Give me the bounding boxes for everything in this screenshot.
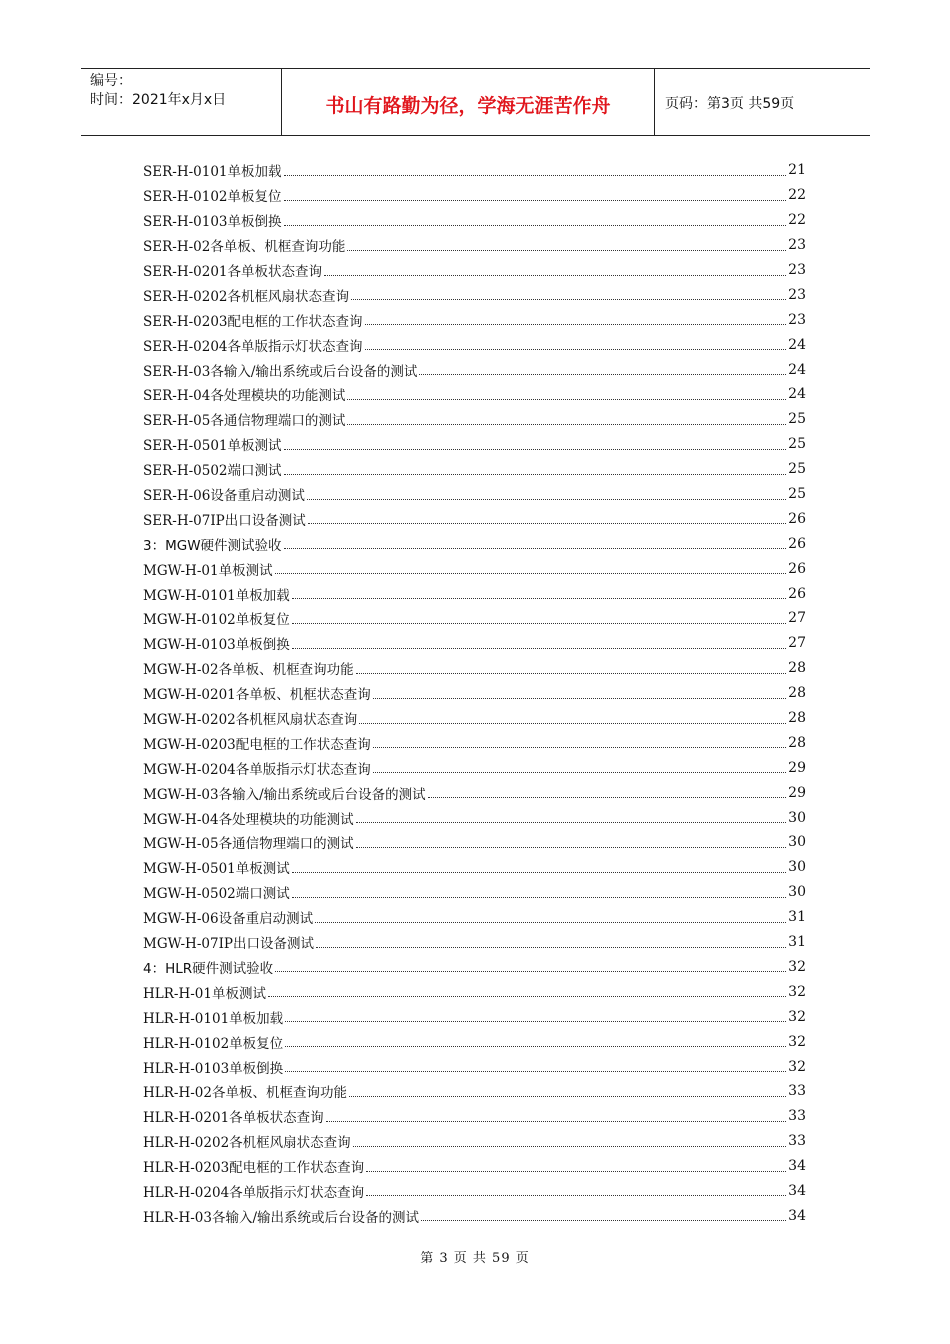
toc-entry-label: HLR-H-02各单板、机框查询功能 <box>143 1085 347 1102</box>
toc-entry[interactable] <box>143 805 806 830</box>
toc-leader-dots <box>285 1071 786 1072</box>
toc-leader-dots <box>308 523 786 524</box>
toc-entry-page: 31 <box>788 934 806 951</box>
toc-leader-dots <box>275 971 786 972</box>
toc-entry-page: 28 <box>788 660 806 677</box>
toc-entry-label: MGW-H-0501单板测试 <box>143 861 290 878</box>
toc-entry-page: 33 <box>788 1083 806 1100</box>
toc-entry[interactable] <box>143 681 806 706</box>
toc-entry-page: 28 <box>788 710 806 727</box>
toc-entry[interactable] <box>143 830 806 855</box>
toc-entry-label: SER-H-0203配电框的工作状态查询 <box>143 313 363 330</box>
toc-entry-page: 21 <box>788 162 806 179</box>
toc-entry-page: 30 <box>788 859 806 876</box>
toc-leader-dots <box>315 922 786 923</box>
header-page-info <box>655 69 870 135</box>
footer-page-number: 第 3 页 共 59 页 <box>420 1251 530 1266</box>
page-header <box>81 68 870 136</box>
toc-entry-label: HLR-H-0202各机框风扇状态查询 <box>143 1135 351 1152</box>
toc-leader-dots <box>284 474 787 475</box>
toc-leader-dots <box>316 947 786 948</box>
toc-entry-label: HLR-H-0102单板复位 <box>143 1035 284 1052</box>
toc-leader-dots <box>292 872 786 873</box>
toc-entry-page: 23 <box>788 262 806 278</box>
toc-entry-label: MGW-H-07IP出口设备测试 <box>143 936 314 953</box>
toc-entry-label: MGW-H-0502端口测试 <box>143 886 290 903</box>
toc-entry-page: 31 <box>788 909 806 926</box>
toc-entry-label: 4：HLR硬件测试验收 <box>143 960 274 977</box>
toc-entry-page: 32 <box>788 958 806 975</box>
toc-entry[interactable] <box>143 730 806 755</box>
toc-entry-label: MGW-H-0102单板复位 <box>143 612 290 629</box>
toc-entry[interactable] <box>143 656 806 681</box>
toc-leader-dots <box>284 200 787 201</box>
toc-entry-label: SER-H-0102单板复位 <box>143 189 282 206</box>
toc-entry-label: HLR-H-0201各单板状态查询 <box>143 1110 324 1127</box>
toc-entry-page: 30 <box>788 809 806 826</box>
toc-entry[interactable] <box>143 432 806 457</box>
toc-entry-page: 26 <box>788 510 806 527</box>
toc-entry[interactable] <box>143 482 806 507</box>
toc-leader-dots <box>421 1220 786 1221</box>
toc-entry[interactable] <box>143 1154 806 1179</box>
toc-entry[interactable] <box>143 1104 806 1129</box>
toc-entry-label: HLR-H-01单板测试 <box>143 985 266 1002</box>
toc-leader-dots <box>275 573 787 574</box>
toc-leader-dots <box>285 1046 786 1047</box>
toc-entry[interactable] <box>143 407 806 432</box>
toc-entry[interactable] <box>143 382 806 407</box>
toc-leader-dots <box>349 1096 786 1097</box>
toc-entry[interactable] <box>143 905 806 930</box>
toc-entry-page: 24 <box>788 336 806 353</box>
toc-leader-dots <box>347 250 786 251</box>
toc-entry-label: SER-H-02各单板、机框查询功能 <box>143 239 346 256</box>
toc-entry-label: SER-H-0502端口测试 <box>143 463 282 480</box>
toc-entry-page: 22 <box>788 187 806 204</box>
page-info-text: 页码：第3页 共59页 <box>665 96 795 112</box>
toc-entry[interactable] <box>143 531 806 556</box>
toc-entry-label: SER-H-07IP出口设备测试 <box>143 512 306 529</box>
toc-entry-page: 23 <box>788 311 806 328</box>
toc-entry[interactable] <box>143 606 806 631</box>
toc-entry[interactable] <box>143 755 806 780</box>
toc-entry-label: SER-H-0202各机框风扇状态查询 <box>143 288 350 305</box>
toc-leader-dots <box>351 299 786 300</box>
toc-entry-page: 32 <box>788 1058 806 1075</box>
toc-entry-page: 27 <box>788 635 806 652</box>
toc-entry-page: 22 <box>788 212 806 229</box>
toc-leader-dots <box>356 847 787 848</box>
toc-leader-dots <box>292 648 786 649</box>
toc-entry-label: MGW-H-06设备重启动测试 <box>143 911 314 928</box>
toc-entry[interactable] <box>143 556 806 581</box>
toc-entry[interactable] <box>143 1029 806 1054</box>
toc-entry[interactable] <box>143 208 806 233</box>
toc-entry-label: MGW-H-0201各单板、机框状态查询 <box>143 687 371 704</box>
toc-entry-page: 23 <box>788 286 806 303</box>
toc-entry-page: 30 <box>788 884 806 901</box>
toc-entry[interactable] <box>143 855 806 880</box>
toc-leader-dots <box>307 499 786 500</box>
toc-entry-label: MGW-H-0101单板加载 <box>143 587 290 604</box>
toc-entry-page: 32 <box>788 1033 806 1050</box>
toc-leader-dots <box>284 548 787 549</box>
toc-leader-dots <box>326 1121 787 1122</box>
toc-entry-label: MGW-H-0103单板倒换 <box>143 637 290 654</box>
toc-entry-label: SER-H-06设备重启动测试 <box>143 488 305 505</box>
toc-leader-dots <box>292 598 786 599</box>
page-footer <box>0 1247 950 1266</box>
toc-entry-page: 32 <box>788 983 806 1000</box>
toc-entry-page: 23 <box>788 237 806 254</box>
toc-entry-label: MGW-H-02各单板、机框查询功能 <box>143 662 354 679</box>
toc-entry-label: MGW-H-0203配电框的工作状态查询 <box>143 736 371 753</box>
toc-leader-dots <box>284 225 787 226</box>
toc-entry[interactable] <box>143 581 806 606</box>
toc-leader-dots <box>285 1021 786 1022</box>
toc-entry[interactable] <box>143 631 806 656</box>
toc-entry-page: 28 <box>788 734 806 751</box>
toc-entry-page: 24 <box>788 361 806 378</box>
toc-leader-dots <box>366 1171 786 1172</box>
toc-entry[interactable] <box>143 1203 806 1228</box>
toc-leader-dots <box>356 673 787 674</box>
toc-entry-page: 29 <box>788 759 806 776</box>
toc-entry-label: SER-H-0103单板倒换 <box>143 214 282 231</box>
toc-entry[interactable] <box>143 357 806 382</box>
toc-leader-dots <box>347 399 786 400</box>
number-label: 编号： <box>90 73 132 89</box>
toc-leader-dots <box>284 449 787 450</box>
toc-entry-page: 27 <box>788 610 806 627</box>
toc-entry-label: SER-H-03各输入/输出系统或后台设备的测试 <box>143 363 418 380</box>
toc-entry-label: SER-H-05各通信物理端口的测试 <box>143 413 346 430</box>
toc-entry-page: 25 <box>788 436 806 453</box>
table-of-contents <box>143 158 806 1228</box>
toc-entry-label: HLR-H-03各输入/输出系统或后台设备的测试 <box>143 1209 420 1226</box>
toc-entry[interactable] <box>143 183 806 208</box>
toc-entry[interactable] <box>143 880 806 905</box>
toc-entry[interactable] <box>143 506 806 531</box>
toc-leader-dots <box>324 275 786 276</box>
toc-leader-dots <box>366 1195 786 1196</box>
toc-entry[interactable] <box>143 233 806 258</box>
toc-entry-label: HLR-H-0101单板加载 <box>143 1010 284 1027</box>
toc-entry[interactable] <box>143 1004 806 1029</box>
toc-entry[interactable] <box>143 955 806 980</box>
toc-leader-dots <box>292 623 786 624</box>
toc-entry-label: SER-H-0204各单版指示灯状态查询 <box>143 338 363 355</box>
toc-leader-dots <box>428 797 787 798</box>
toc-entry[interactable] <box>143 158 806 183</box>
toc-entry[interactable] <box>143 1079 806 1104</box>
toc-leader-dots <box>359 723 786 724</box>
toc-entry-page: 26 <box>788 535 806 552</box>
toc-entry-label: HLR-H-0103单板倒换 <box>143 1060 284 1077</box>
toc-leader-dots <box>373 747 786 748</box>
toc-entry-label: MGW-H-0204各单版指示灯状态查询 <box>143 761 371 778</box>
toc-entry-page: 30 <box>788 834 806 851</box>
toc-entry-label: HLR-H-0204各单版指示灯状态查询 <box>143 1184 365 1201</box>
toc-entry[interactable] <box>143 1129 806 1154</box>
toc-leader-dots <box>373 772 786 773</box>
toc-entry-page: 25 <box>788 461 806 478</box>
toc-entry[interactable] <box>143 979 806 1004</box>
header-motto <box>282 69 655 135</box>
toc-entry-page: 28 <box>788 685 806 702</box>
toc-leader-dots <box>356 822 787 823</box>
toc-entry-page: 32 <box>788 1008 806 1025</box>
toc-entry[interactable] <box>143 706 806 731</box>
toc-entry[interactable] <box>143 1054 806 1079</box>
toc-entry-page: 24 <box>788 386 806 403</box>
toc-entry-page: 29 <box>788 784 806 801</box>
toc-entry-label: HLR-H-0203配电框的工作状态查询 <box>143 1160 365 1177</box>
toc-entry[interactable] <box>143 332 806 357</box>
toc-entry[interactable] <box>143 780 806 805</box>
toc-leader-dots <box>284 175 787 176</box>
toc-entry[interactable] <box>143 258 806 283</box>
toc-leader-dots <box>268 996 786 997</box>
toc-entry-label: SER-H-04各处理模块的功能测试 <box>143 388 346 405</box>
toc-entry-page: 34 <box>788 1207 806 1224</box>
toc-entry-page: 26 <box>788 560 806 577</box>
date-label: 时间：2021年x月x日 <box>90 92 227 108</box>
toc-entry[interactable] <box>143 930 806 955</box>
toc-entry-label: 3：MGW硬件测试验收 <box>143 537 282 554</box>
toc-entry-label: SER-H-0101单板加载 <box>143 164 282 181</box>
toc-entry-label: MGW-H-05各通信物理端口的测试 <box>143 836 354 853</box>
toc-leader-dots <box>373 698 786 699</box>
toc-leader-dots <box>365 349 787 350</box>
toc-entry-page: 25 <box>788 486 806 503</box>
toc-entry-page: 33 <box>788 1133 806 1150</box>
toc-entry-label: MGW-H-03各输入/输出系统或后台设备的测试 <box>143 786 426 803</box>
toc-entry-label: SER-H-0501单板测试 <box>143 438 282 455</box>
header-meta <box>81 69 282 135</box>
toc-entry[interactable] <box>143 307 806 332</box>
toc-leader-dots <box>353 1146 787 1147</box>
toc-entry[interactable] <box>143 1179 806 1204</box>
toc-entry-label: MGW-H-04各处理模块的功能测试 <box>143 811 354 828</box>
toc-leader-dots <box>347 424 786 425</box>
toc-entry-page: 25 <box>788 411 806 428</box>
toc-leader-dots <box>419 374 786 375</box>
toc-entry[interactable] <box>143 282 806 307</box>
toc-entry[interactable] <box>143 457 806 482</box>
toc-leader-dots <box>365 324 787 325</box>
toc-entry-label: SER-H-0201各单板状态查询 <box>143 264 323 280</box>
toc-entry-label: MGW-H-01单板测试 <box>143 562 273 579</box>
toc-entry-page: 33 <box>788 1108 806 1125</box>
toc-entry-page: 34 <box>788 1182 806 1199</box>
toc-entry-page: 26 <box>788 585 806 602</box>
toc-leader-dots <box>292 897 786 898</box>
toc-entry-label: MGW-H-0202各机框风扇状态查询 <box>143 712 358 729</box>
toc-entry-page: 34 <box>788 1158 806 1175</box>
motto-text: 书山有路勤为径，学海无涯苦作舟 <box>325 94 611 117</box>
